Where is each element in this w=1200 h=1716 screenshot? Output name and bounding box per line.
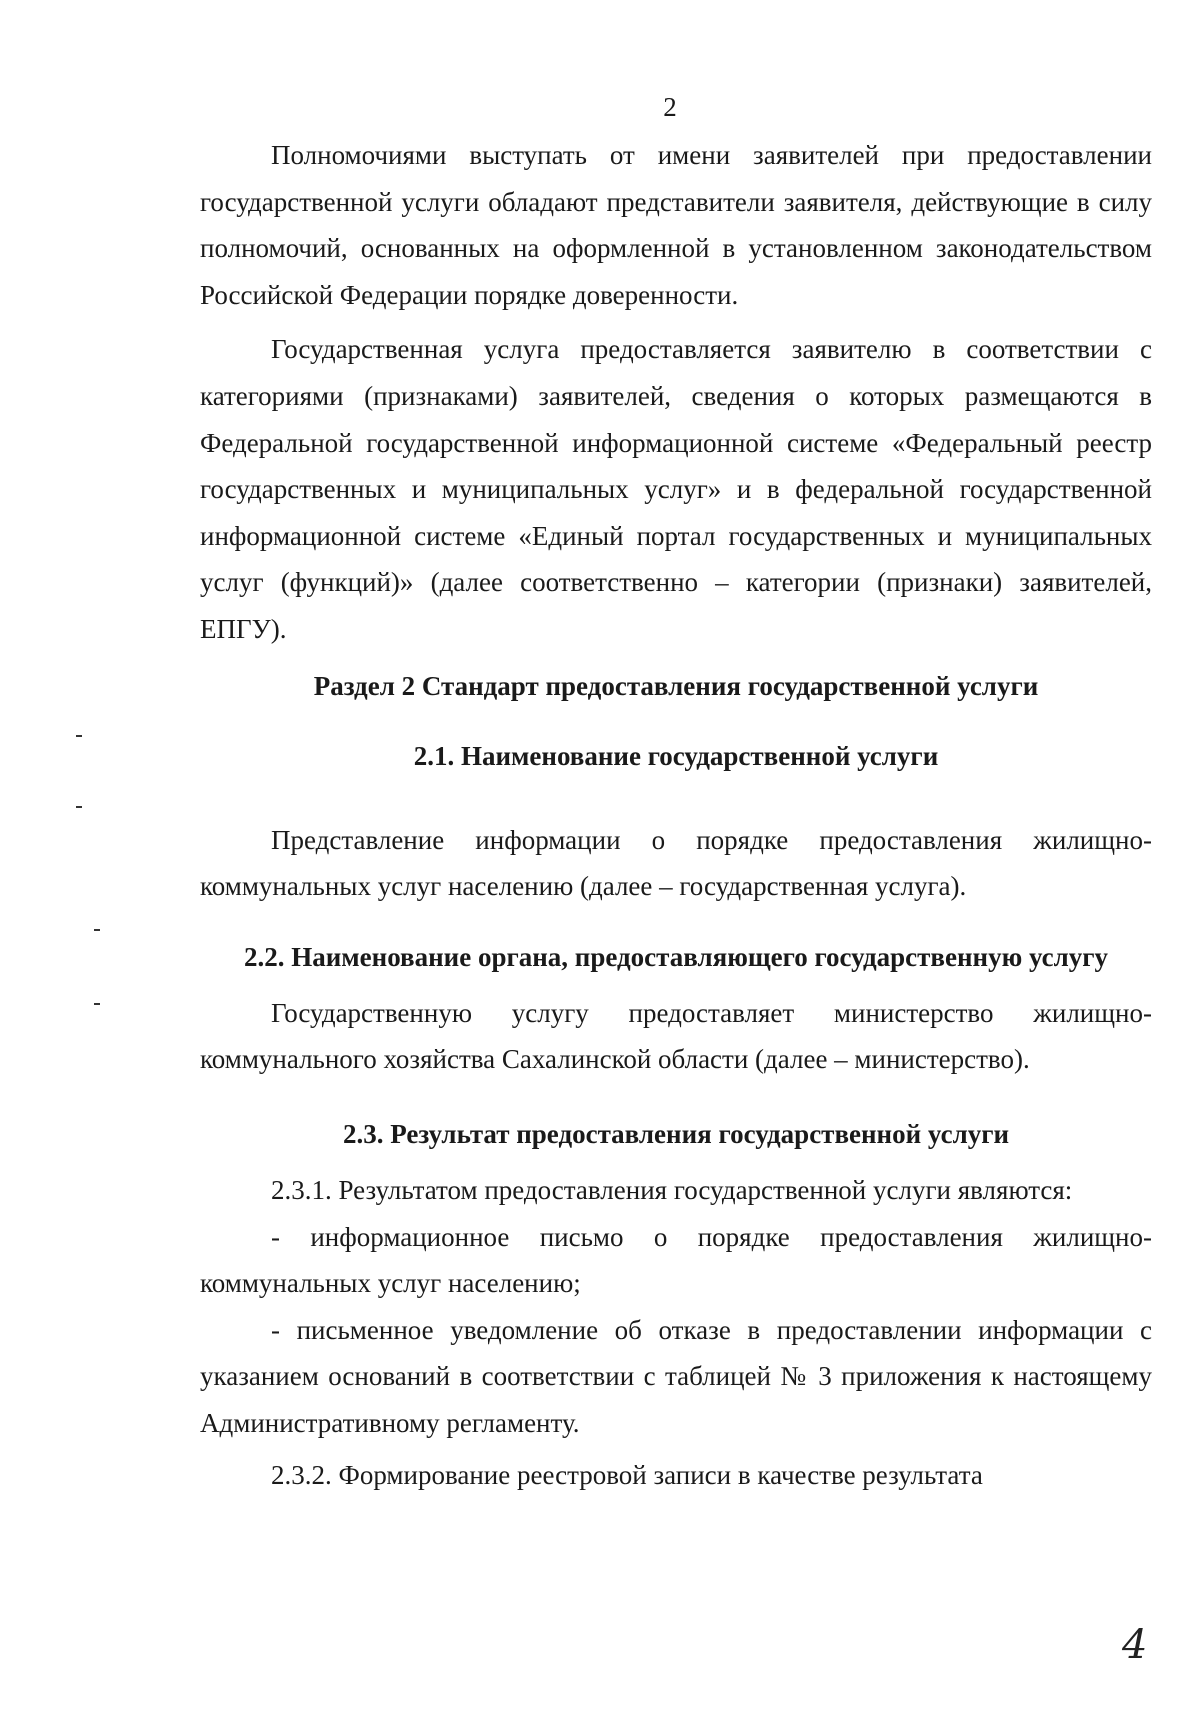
- handwritten-page-mark: 4: [1122, 1622, 1148, 1668]
- paragraph-categories: Государственная услуга предоставляется заявителю в соответствии с категориями (признаками) заявителей, сведения о которых размещаются в Федеральной государственной информационной системе «Федеральный реестр государственных и муниципальных услуг» и в федеральной государственной информационной системе «Единый портал государственных и муниципальных услуг (функций)» (далее соответственно – категории (признаки) заявителей, ЕПГУ).: [200, 334, 1152, 644]
- heading-2-3: 2.3. Результат предоставления государственной услуги: [342, 1118, 1010, 1149]
- paragraph-2-2: Государственную услугу предоставляет министерство жилищно-коммунального хозяйства Сахалинской области (далее – министерство).: [200, 997, 1152, 1075]
- scan-mark: [76, 806, 82, 808]
- scan-mark: [94, 929, 100, 931]
- paragraph-representatives: Полномочиями выступать от имени заявителей при предоставлении государственной услуги обладают представители заявителя, действующие в силу полномочий, основанных на оформленной в установленном законодательством Российской Федерации порядке доверенности.: [200, 140, 1152, 310]
- paragraph-2-3-1: 2.3.1. Результатом предоставления государственной услуги являются:: [271, 1174, 1073, 1205]
- heading-2-2: 2.2. Наименование органа, предоставляющего государственную услугу: [243, 941, 1109, 972]
- list-item-info-letter: - информационное письмо о порядке предоставления жилищно-коммунальных услуг населению;: [200, 1221, 1152, 1299]
- document-body: [200, 132, 1152, 1499]
- paragraph-2-3-2: 2.3.2. Формирование реестровой записи в качестве результата: [271, 1460, 983, 1491]
- section-title: Раздел 2 Стандарт предоставления государственной услуги: [313, 670, 1039, 701]
- scan-mark: [94, 1003, 100, 1005]
- heading-2-1: 2.1. Наименование государственной услуги: [413, 740, 939, 771]
- page-number: 2: [663, 92, 677, 122]
- scan-mark: [76, 735, 82, 737]
- paragraph-2-1: Представление информации о порядке предоставления жилищно-коммунальных услуг населению (далее – государственная услуга).: [200, 824, 1152, 902]
- list-item-refusal-notice: - письменное уведомление об отказе в предоставлении информации с указанием оснований в соответствии с таблицей № 3 приложения к настоящему Административному регламенту.: [200, 1314, 1152, 1438]
